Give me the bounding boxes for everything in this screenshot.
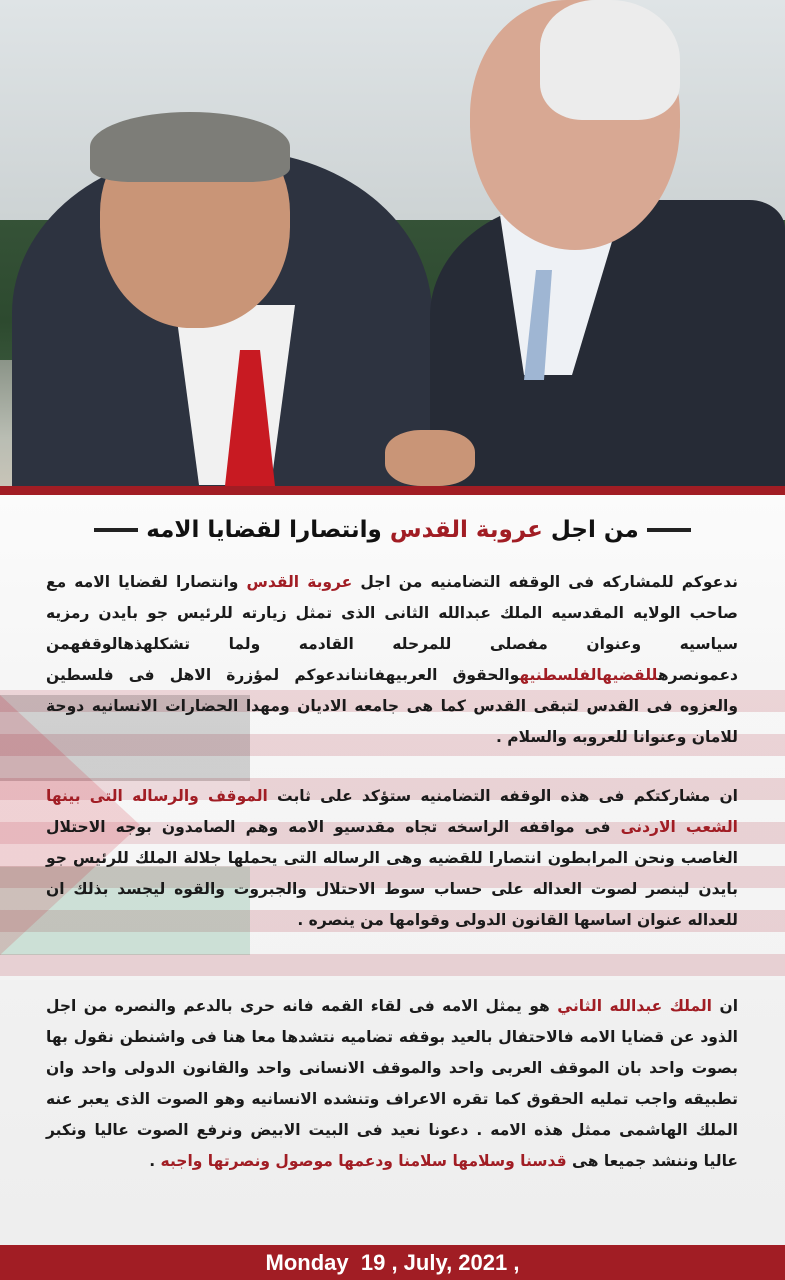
person-right-hair [540, 0, 680, 120]
footer-band [0, 1245, 785, 1280]
page-title [146, 517, 639, 543]
p2-text-a: ان مشاركتكم فى هذه الوقفه التضامنيه ستؤكد على ثابت [267, 787, 738, 805]
p1-text-b: وانتصارا لقضايا الامه مع صاحب الولايه المقدسيه الملك عبدالله الثانى الذى تمثل زيارته للرئيس جو بايدن رمزيه سياسيه وعنوان مفصلى للمرحله القادمه ولما تشكلهذهالوقفهمن دعمونصره [46, 573, 738, 684]
p3-text-b: هو يمثل الامه فى لقاء القمه فانه حرى بالدعم والنصره من اجل الذود عن قضايا الامه فالاحتفال بالعيد بوقفه تضاميه نتشدها معا هنا فى واشنطن نقول بها بصوت واحد بان الموقف العربى واحد والموقف الانسانى واحد والقانون الدولى واحد وان تطبيقه واجب تمليه الحقوق كما تقره الاعراف وتنشده الانسانيه وهو الصوت الذى يعبر عنه الملك الهاشمى ممثل هذه الامه . دعونا نعيد فى البيت الابيض ونرفع الصوت عاليا ونكبر عاليا وننشد جميعا هى [46, 997, 738, 1170]
p3-accent-2: قدسنا وسلامها سلامنا ودعمها موصول ونصرتها واجبه [160, 1152, 567, 1170]
title-rule-left [94, 528, 138, 532]
leaders-photo [0, 0, 785, 486]
p2-text-b: فى مواقفه الراسخه تجاه مقدسيو الامه وهم الصامدون بوجه الاحتلال الغاصب ونحن المرابطون انتصارا للقضيه وهى الرساله التى يحملها جلالة الملك للرئيس جو بايدن لينصر لصوت العداله على حساب سوط الاحتلال والجبروت والقوه ليجسد بذلك ان للعداله عنوان اساسها القانون الدولى وقوامها من ينصره . [46, 818, 738, 929]
title-part1: من اجل [542, 517, 639, 543]
text-panel [0, 495, 785, 1245]
handshake-hand [385, 430, 475, 486]
paragraph-invitation [46, 567, 738, 753]
p1-accent-2: للقضيهالفلسطنيه [519, 666, 658, 684]
p1-accent-1: عروبة القدس [246, 573, 353, 591]
paragraph-king [46, 991, 738, 1177]
headline [56, 513, 729, 547]
top-divider-band [0, 486, 785, 495]
title-accent: عروبة القدس [389, 517, 543, 543]
title-part2: وانتصارا لقضايا الامه [146, 517, 390, 543]
title-rule-right [647, 528, 691, 532]
p1-text-c: والحقوق العربيهفانناندعوكم لمؤزرة الاهل فى فلسطين والعزوه فى القدس لتبقى القدس كما هى جامعه الاديان ومهدا الحضارات الانسانيه دوحة للامان وعنوانا للعروبه والسلام . [46, 666, 738, 746]
p2-accent: الموقف والرساله التى بينها الشعب الاردنى [46, 787, 738, 836]
p3-text-c: . [149, 1152, 161, 1170]
paragraph-message [46, 781, 738, 936]
p1-text-a: ندعوكم للمشاركه فى الوقفه التضامنيه من اجل [352, 573, 738, 591]
date-label: Monday 19 , July, 2021 , [265, 1249, 520, 1275]
person-left-hair [90, 112, 290, 182]
p3-accent-1: الملك عبدالله الثاني [557, 997, 712, 1015]
p3-text-a: ان [712, 997, 739, 1015]
